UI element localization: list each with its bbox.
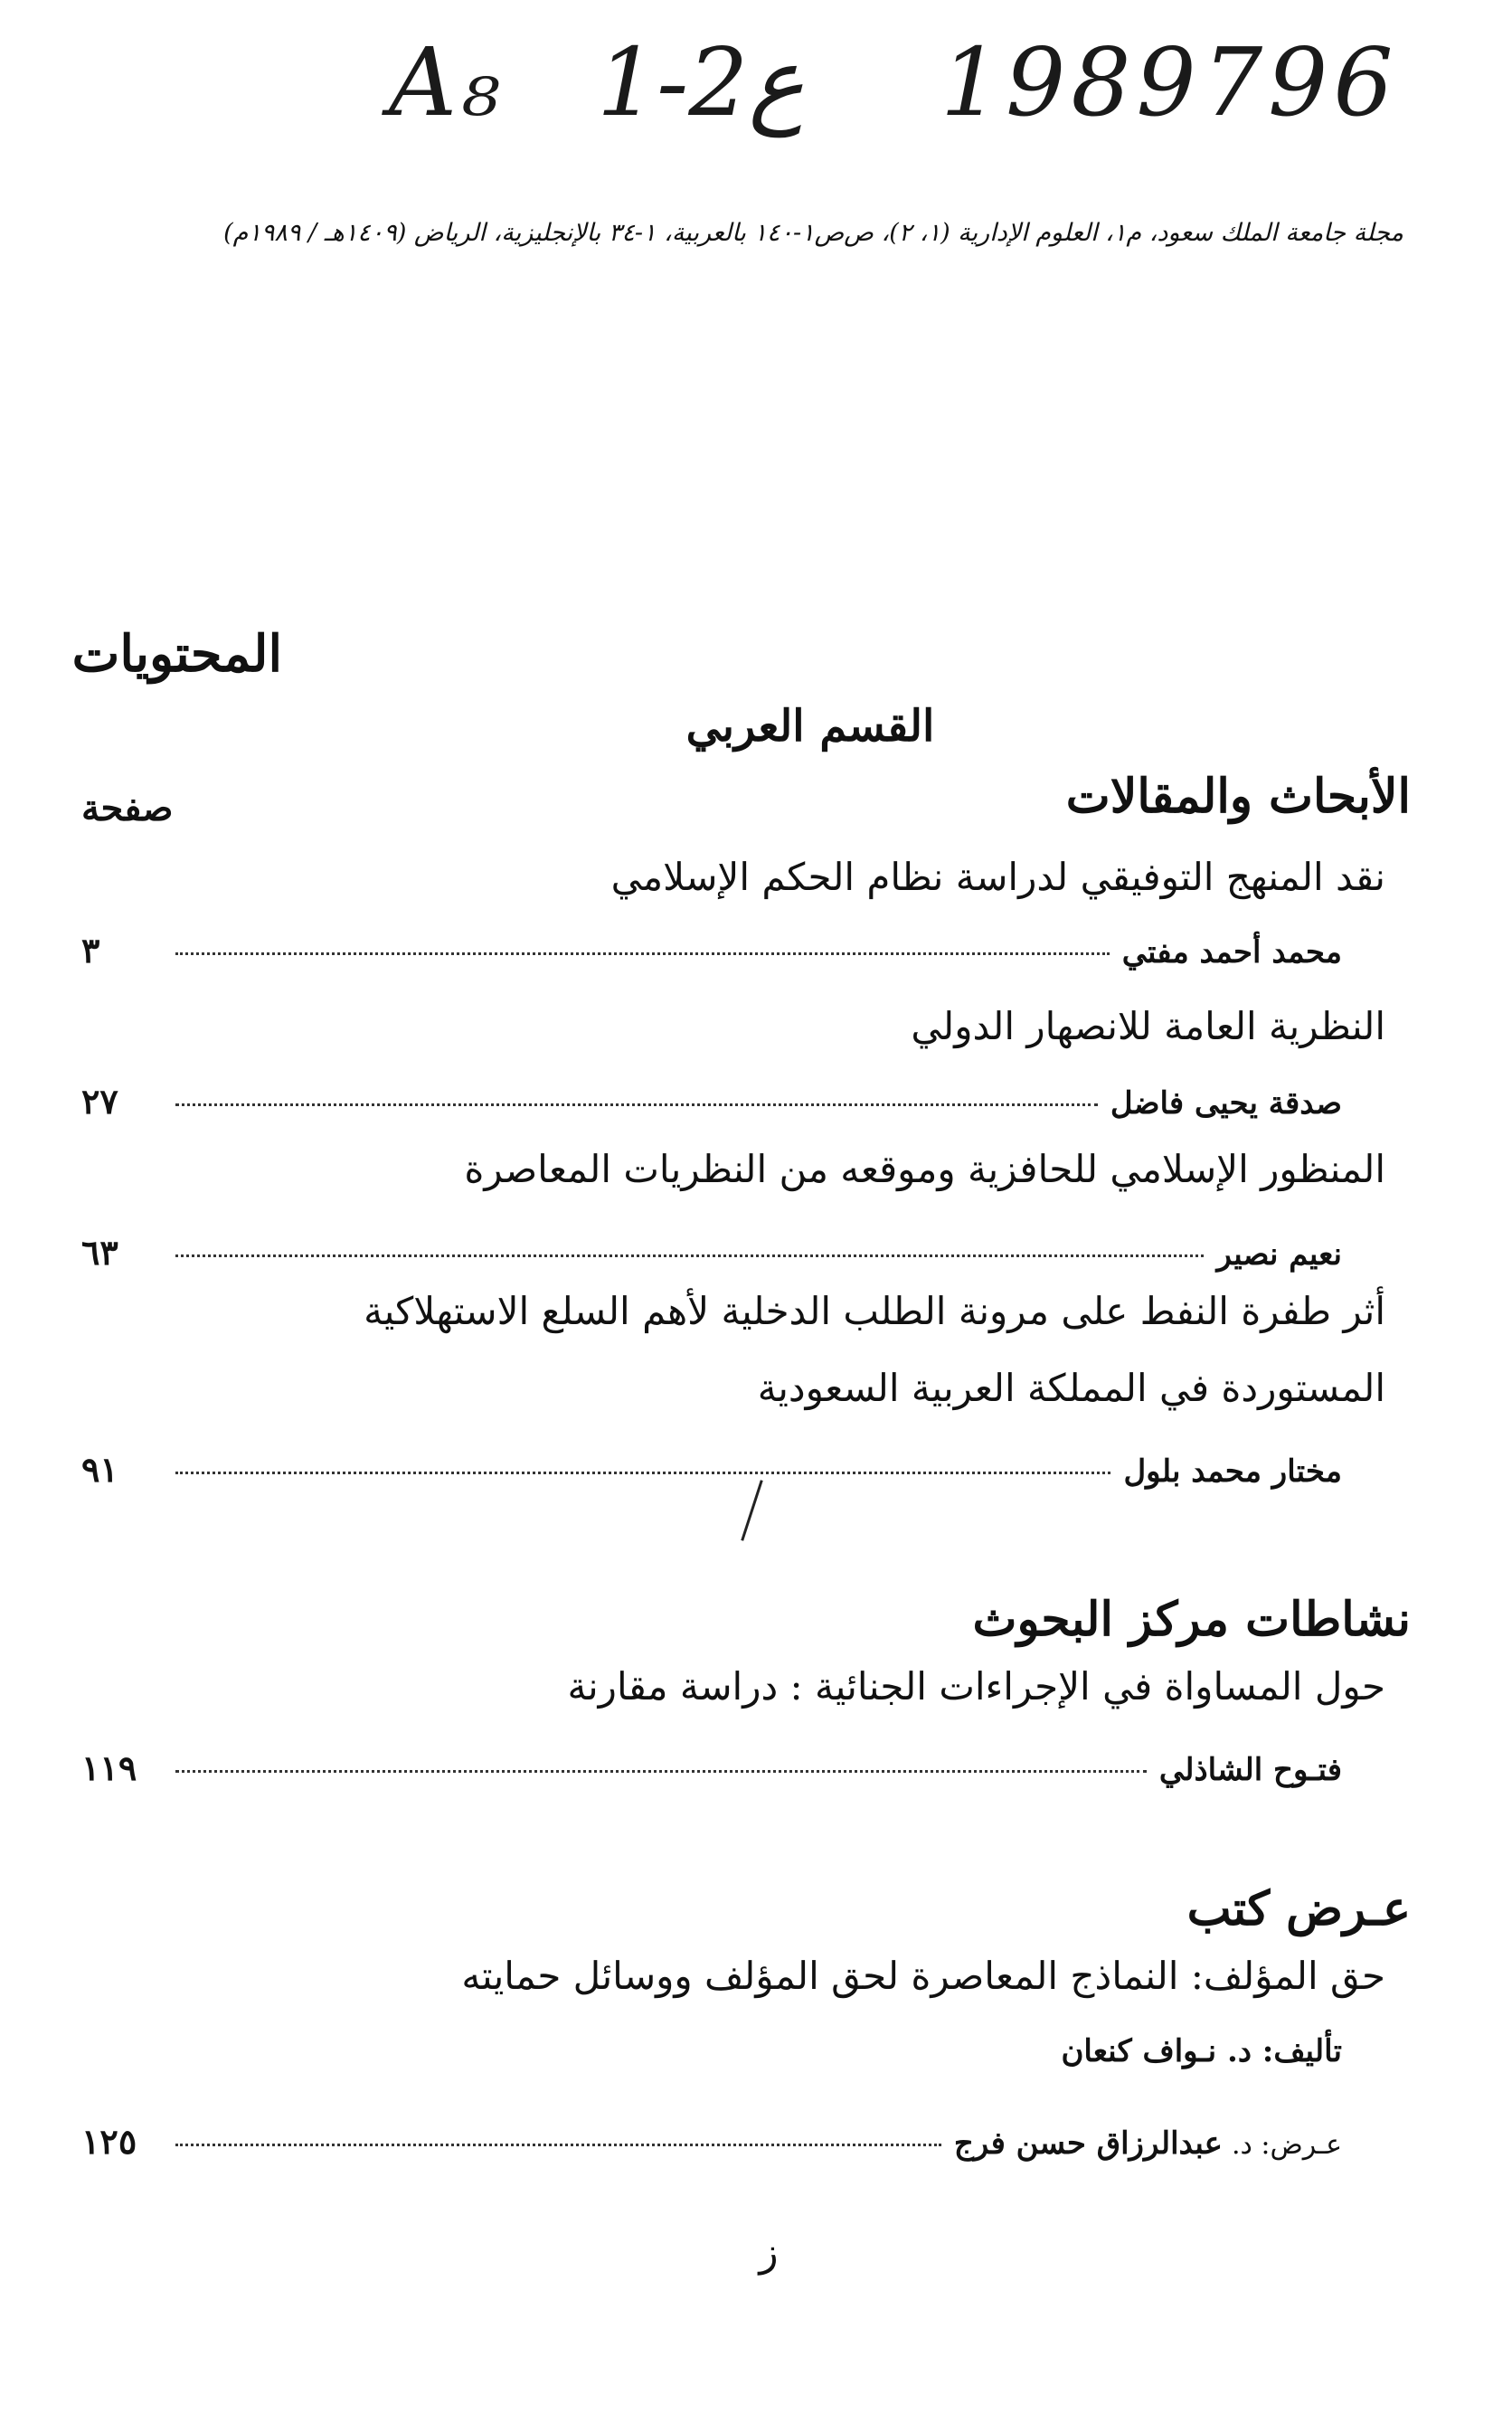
toc-entry: [81, 1232, 1342, 1273]
article-title: النظرية العامة للانصهار الدولي: [911, 1004, 1385, 1048]
journal-citation: مجلة جامعة الملك سعود، م١، العلوم الإدارية (١، ٢)، ص‌ص١-١٤٠ بالعربية، ١-٣٤ بالإنجليزية، الرياض (١٤٠٩هـ / ١٩٨٩م): [223, 219, 1403, 247]
dot-leader: [175, 1770, 1147, 1773]
author-name: محمد أحمد مفتي: [1121, 934, 1342, 970]
book-review-title: حق المؤلف: النماذج المعاصرة لحق المؤلف ووسائل حمايته: [461, 1954, 1385, 1998]
reviewer-label: عـرض: د.: [1231, 2129, 1342, 2161]
page-number: ١٢٥: [81, 2121, 137, 2162]
page-column-label: صفحة: [81, 787, 174, 829]
toc-entry: [81, 1081, 1342, 1122]
toc-entry: [81, 2121, 1342, 2162]
dot-leader: [175, 1472, 1110, 1474]
dot-leader: [175, 952, 1110, 955]
section-title: القسم العربي: [685, 701, 935, 752]
book-author: تأليف: د. نـواف كنعان: [1061, 2033, 1342, 2069]
author-name: فتـوح الشاذلي: [1158, 1752, 1342, 1788]
author-name: مختار محمد بلول: [1123, 1453, 1342, 1490]
activities-heading: نشاطات مركز البحوث: [972, 1592, 1411, 1647]
dot-leader: [175, 2144, 941, 2146]
dot-leader: [175, 1103, 1098, 1106]
toc-entry: [81, 930, 1342, 970]
contents-title: المحتويات: [71, 624, 282, 684]
article-title-line2: المستوردة في المملكة العربية السعودية: [757, 1366, 1385, 1410]
book-author-row: [81, 2033, 1342, 2069]
page-letter: ز: [759, 2229, 779, 2276]
toc-entry: [81, 1449, 1342, 1490]
handwritten-mark-1: A₈: [389, 27, 506, 137]
book-review-heading: عـرض كتب: [1186, 1881, 1411, 1936]
handwritten-mark-3: 1989: [940, 27, 1202, 137]
reviewer-name: عبدالرزاق حسن فرج: [953, 2125, 1223, 2162]
author-name: صدقة يحيى فاضل: [1110, 1085, 1342, 1122]
author-name: نعيم نصير: [1216, 1236, 1342, 1273]
article-title: المنظور الإسلامي للحافزية وموقعه من النظريات المعاصرة: [464, 1147, 1385, 1191]
toc-entry: [81, 1747, 1342, 1788]
research-heading: الأبحاث والمقالات: [1065, 769, 1411, 824]
article-title: نقد المنهج التوفيقي لدراسة نظام الحكم الإسلامي: [610, 855, 1385, 899]
page-number: ٦٣: [81, 1232, 118, 1273]
dot-leader: [175, 1254, 1204, 1257]
page-number: ٩١: [81, 1449, 118, 1490]
handwritten-header: [389, 27, 1429, 154]
page-number: ٢٧: [81, 1081, 118, 1122]
page-number: ٣: [81, 930, 100, 970]
page-number: ١١٩: [81, 1747, 137, 1788]
handwritten-mark-4: 796: [1203, 27, 1399, 137]
article-title: حول المساواة في الإجراءات الجنائية : دراسة مقارنة: [567, 1664, 1385, 1709]
handwritten-mark-2: 1-2ع: [597, 27, 805, 137]
article-title: أثر طفرة النفط على مرونة الطلب الدخلية لأهم السلع الاستهلاكية: [364, 1289, 1385, 1333]
